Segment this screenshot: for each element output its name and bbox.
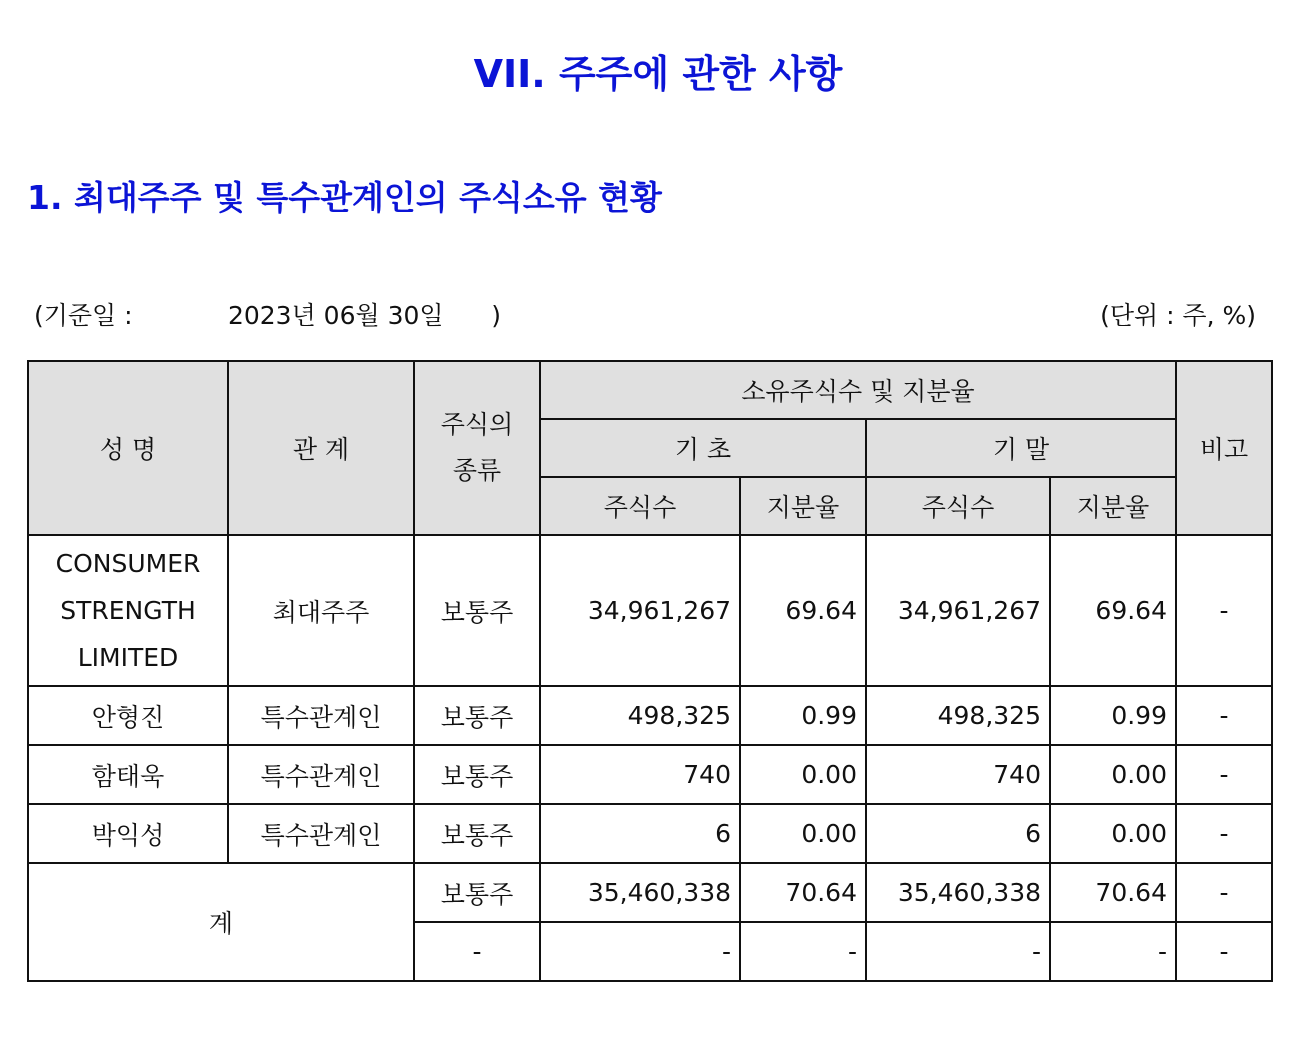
header-end-shares: 주식수	[866, 477, 1050, 535]
total-row	[28, 863, 1272, 922]
cell-type: 보통주	[414, 863, 540, 922]
cell-begin-shares: 6	[540, 804, 740, 863]
cell-end-ratio: 0.99	[1050, 686, 1176, 745]
cell-end-shares: 34,961,267	[866, 535, 1050, 686]
cell-end-shares: 498,325	[866, 686, 1050, 745]
table-row	[28, 535, 1272, 686]
cell-name	[28, 535, 228, 686]
header-relation: 관 계	[228, 361, 414, 535]
base-date-close: )	[491, 301, 501, 330]
header-begin-shares: 주식수	[540, 477, 740, 535]
cell-relation: 최대주주	[228, 535, 414, 686]
cell-end-ratio: 69.64	[1050, 535, 1176, 686]
header-begin-ratio: 지분율	[740, 477, 866, 535]
cell-begin-shares: 498,325	[540, 686, 740, 745]
cell-end-shares: 6	[866, 804, 1050, 863]
header-stock-type-line: 주식의	[440, 410, 514, 439]
header-stock-type-line: 종류	[452, 456, 502, 485]
cell-type: 보통주	[414, 686, 540, 745]
cell-note: -	[1176, 745, 1272, 804]
cell-begin-shares: 34,961,267	[540, 535, 740, 686]
base-date-value: 2023년 06월 30일	[227, 301, 444, 330]
header-stock-type	[414, 361, 540, 535]
cell-type: 보통주	[414, 745, 540, 804]
cell-end-shares: 740	[866, 745, 1050, 804]
header-ownership: 소유주식수 및 지분율	[540, 361, 1176, 419]
cell-type: 보통주	[414, 535, 540, 686]
total-label: 계	[28, 863, 414, 981]
cell-type: 보통주	[414, 804, 540, 863]
table-row	[28, 804, 1272, 863]
cell-note: -	[1176, 686, 1272, 745]
cell-begin-ratio: 0.00	[740, 745, 866, 804]
cell-name-line: LIMITED	[77, 643, 179, 672]
cell-name-line: STRENGTH	[60, 596, 196, 625]
header-begin: 기 초	[540, 419, 866, 477]
cell-begin-shares: 740	[540, 745, 740, 804]
unit-label: (단위 : 주, %)	[1100, 301, 1256, 330]
table-row	[28, 686, 1272, 745]
cell-begin-shares: 35,460,338	[540, 863, 740, 922]
cell-end-ratio: 0.00	[1050, 745, 1176, 804]
table-row	[28, 745, 1272, 804]
header-note: 비고	[1176, 361, 1272, 535]
cell-relation: 특수관계인	[228, 804, 414, 863]
cell-relation: 특수관계인	[228, 745, 414, 804]
cell-type: -	[414, 922, 540, 981]
cell-name-line: CONSUMER	[55, 549, 201, 578]
header-end: 기 말	[866, 419, 1176, 477]
cell-end-shares: 35,460,338	[866, 863, 1050, 922]
cell-begin-ratio: -	[740, 922, 866, 981]
header-name: 성 명	[28, 361, 228, 535]
cell-name: 함태욱	[28, 745, 228, 804]
cell-name: 안형진	[28, 686, 228, 745]
cell-end-ratio: 70.64	[1050, 863, 1176, 922]
cell-name: 박익성	[28, 804, 228, 863]
shareholder-table	[27, 360, 1273, 982]
cell-note: -	[1176, 804, 1272, 863]
cell-begin-ratio: 69.64	[740, 535, 866, 686]
base-date	[34, 296, 501, 336]
cell-note: -	[1176, 863, 1272, 922]
section-title: 1. 최대주주 및 특수관계인의 주식소유 현황	[27, 178, 662, 217]
cell-begin-ratio: 0.00	[740, 804, 866, 863]
cell-end-ratio: 0.00	[1050, 804, 1176, 863]
cell-note: -	[1176, 922, 1272, 981]
base-date-label: (기준일 :	[34, 301, 133, 330]
page-title: VII. 주주에 관한 사항	[473, 52, 843, 96]
cell-end-ratio: -	[1050, 922, 1176, 981]
cell-begin-ratio: 70.64	[740, 863, 866, 922]
header-end-ratio: 지분율	[1050, 477, 1176, 535]
cell-begin-ratio: 0.99	[740, 686, 866, 745]
cell-note: -	[1176, 535, 1272, 686]
cell-relation: 특수관계인	[228, 686, 414, 745]
cell-end-shares: -	[866, 922, 1050, 981]
cell-begin-shares: -	[540, 922, 740, 981]
